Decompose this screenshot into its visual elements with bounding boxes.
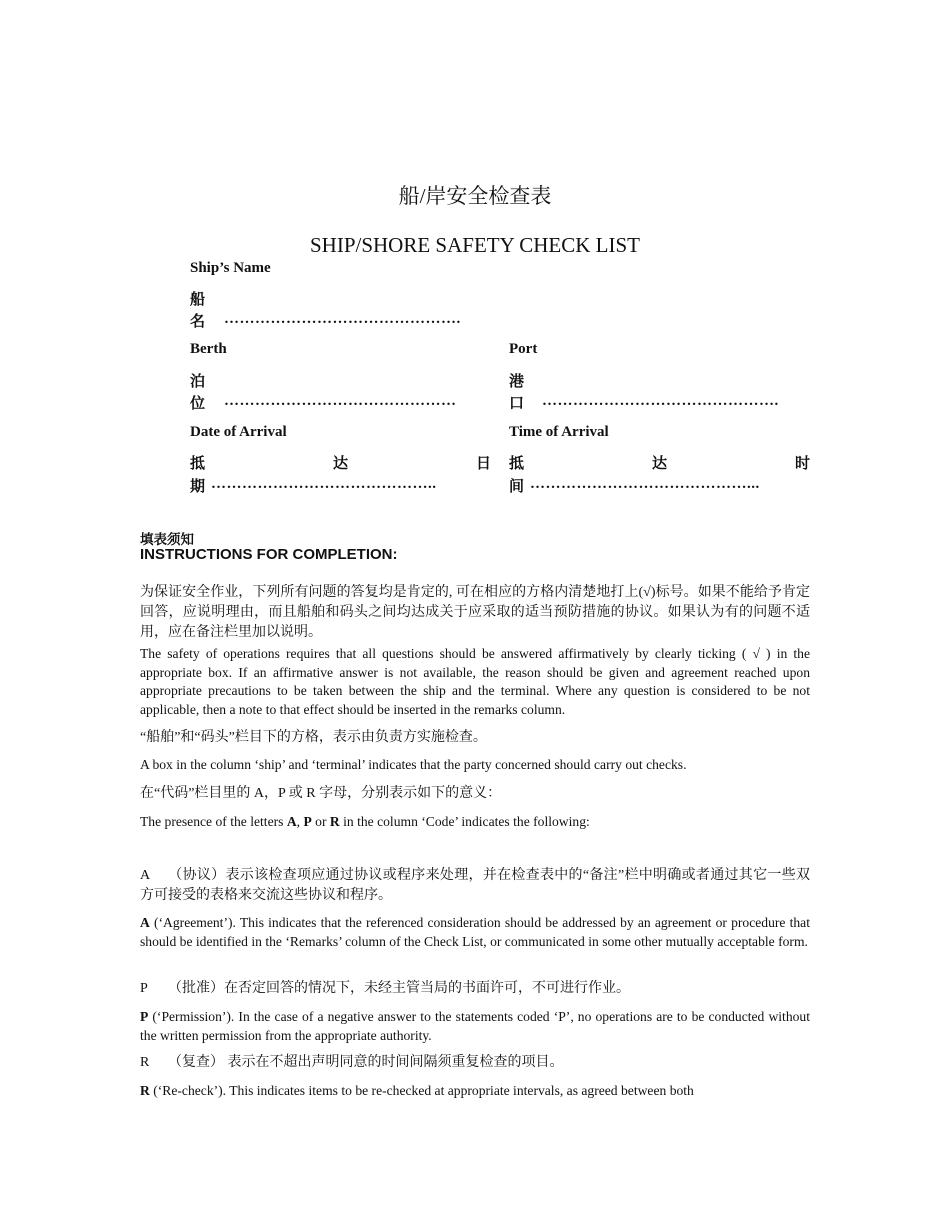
code-p-cn-text: （批准）在否定回答的情况下，未经主管当局的书面许可，不可进行作业。 (168, 981, 630, 996)
port-cn-char1: 港 (509, 374, 525, 390)
time-cn-char2: 间 (509, 479, 525, 495)
date-of-arrival-field[interactable]: …………………………………….. (211, 476, 437, 492)
instructions-para3-cn: 在“代码”栏目里的 A，P 或 R 字母，分别表示如下的意义： (140, 786, 502, 801)
instructions-para2-cn: “船舶”和“码头”栏目下的方格，表示由负责方实施检查。 (140, 730, 487, 745)
date-cn-char-b: 达 (332, 456, 348, 472)
p3-or: or (311, 814, 330, 829)
code-a-letter: A (140, 915, 150, 930)
date-cn-char2: 期 (190, 479, 206, 495)
ships-name-field[interactable]: ………………………………………. (224, 311, 461, 327)
code-a-letter-cn: A (140, 868, 151, 883)
instructions-heading-en: INSTRUCTIONS FOR COMPLETION: (140, 546, 398, 563)
code-p-en-text: (‘Permission’). In the case of a negative answer to the statements coded ‘P’, no operations are to be conducted without the written permission from the appropriate authority. (140, 1009, 810, 1043)
instructions-para1-en: The safety of operations requires that all questions should be answered affirmatively by clearly ticking ( √ ) in the appropriate box. If an affirmative answer is not available, the reason should be given and agreement reached upon appropriate precautions to be taken between the ship and the terminal. Where any question is considered to be not applicable, then a note to that effect should be inserted in the remarks column. (140, 646, 810, 717)
time-of-arrival-label: Time of Arrival (509, 424, 609, 440)
date-cn-char-a: 抵 (190, 456, 206, 472)
time-cn-char-c: 时 (794, 456, 810, 472)
berth-label: Berth (190, 341, 227, 357)
code-p-letter-cn: P (140, 981, 148, 996)
code-a-cn-text: （协议）表示该检查项应通过协议或程序来处理，并在检查表中的“备注”栏中明确或者通过其它一些双方可接受的表格来交流这些协议和程序。 (140, 868, 810, 903)
time-cn-char-b: 达 (651, 456, 667, 472)
instructions-para1-cn: 为保证安全作业，下列所有问题的答复均是肯定的, 可在相应的方格内清楚地打上(√)标号。如果不能给予肯定回答，应说明理由，而且船舶和码头之间均达成关于应采取的适当预防措施的协议。如果认为有的问题不适用，应在备注栏里加以说明。 (140, 585, 810, 640)
code-r-cn (140, 1053, 810, 1073)
p3-sep1: , (296, 814, 304, 829)
date-of-arrival-cn-row (190, 453, 491, 475)
time-of-arrival-field[interactable]: ……………………………………... (530, 476, 760, 492)
code-r-letter: R (140, 1083, 150, 1098)
code-r-cn-text: （复查） 表示在不超出声明同意的时间间隔须重复检查的项目。 (168, 1055, 564, 1070)
time-cn-char-a: 抵 (509, 456, 525, 472)
instructions-para3-en (140, 813, 810, 832)
p3-text-a: The presence of the letters (140, 814, 287, 829)
code-a-en (140, 914, 810, 951)
p3-letter-r: R (329, 814, 340, 829)
port-label: Port (509, 341, 538, 357)
p3-letter-p: P (303, 814, 312, 829)
time-of-arrival-cn-row (509, 453, 810, 475)
ships-name-label: Ship’s Name (190, 260, 271, 276)
p3-letter-a: A (286, 814, 297, 829)
port-field[interactable]: ………………………………………. (542, 393, 779, 409)
page-title-en: SHIP/SHORE SAFETY CHECK LIST (309, 233, 640, 257)
code-p-en (140, 1008, 810, 1045)
code-r-en (140, 1082, 810, 1101)
berth-cn-char1: 泊 (190, 374, 206, 390)
instructions-heading-cn: 填表须知 (140, 532, 194, 547)
code-p-letter: P (140, 1009, 149, 1024)
port-cn-char2: 口 (509, 396, 525, 412)
berth-cn-char2: 位 (190, 396, 206, 412)
code-r-en-text: (‘Re-check’). This indicates items to be re-checked at appropriate intervals, as agreed between both (153, 1083, 694, 1098)
code-r-letter-cn: R (140, 1055, 150, 1070)
berth-field[interactable]: ……………………………………… (224, 393, 457, 409)
page-title-cn: 船/岸安全检查表 (398, 184, 552, 208)
code-a-en-text: (‘Agreement’). This indicates that the referenced consideration should be addressed by an agreement or procedure that should be identified in the ‘Remarks’ column of the Check List, or communicated in some other mutually acceptable form. (140, 915, 810, 949)
instructions-para2-en: A box in the column ‘ship’ and ‘terminal’ indicates that the party concerned should carry out checks. (140, 757, 687, 772)
ships-name-cn-char2: 名 (190, 314, 206, 330)
code-p-cn (140, 979, 810, 999)
code-a-cn (140, 866, 810, 906)
ships-name-cn-char1: 船 (190, 292, 206, 308)
date-cn-char-c: 日 (475, 456, 491, 472)
date-of-arrival-label: Date of Arrival (190, 424, 287, 440)
p3-text-b: in the column ‘Code’ indicates the following: (339, 814, 590, 829)
